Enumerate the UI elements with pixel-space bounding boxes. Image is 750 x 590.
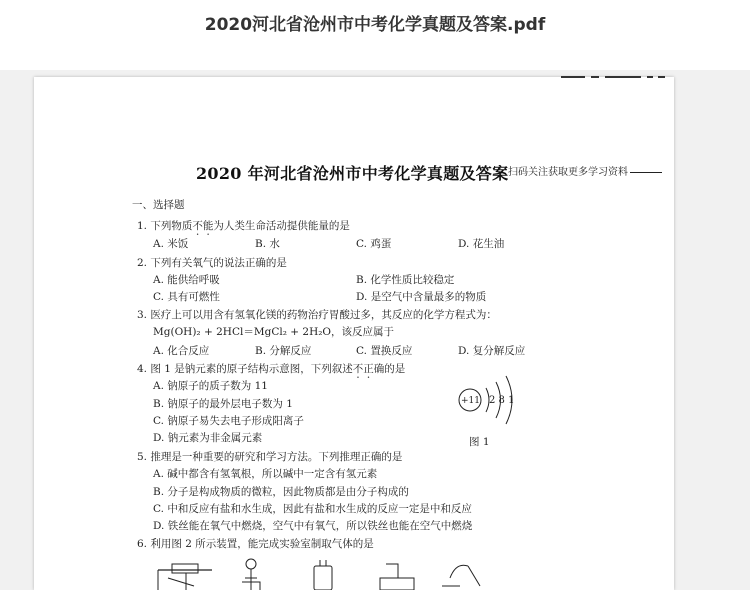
question-1-stem: 1. 下列物质不能为人类生命活动提供能量的是: [137, 220, 350, 232]
file-title: 2020河北省沧州市中考化学真题及答案.pdf: [204, 15, 546, 35]
q3-option-b: B. 分解反应: [255, 345, 312, 357]
q4-option-a: A. 钠原子的质子数为 11: [153, 380, 268, 392]
page-title: 2020 年河北省沧州市中考化学真题及答案: [196, 164, 509, 183]
q5-option-b: B. 分子是构成物质的微粒，因此物质都是由分子构成的: [153, 486, 409, 498]
question-4-stem: 4. 图 1 是钠元素的原子结构示意图，下列叙述不正确的是: [137, 363, 406, 375]
question-5-stem: 5. 推理是一种重要的研究和学习方法。下列推理正确的是: [137, 451, 403, 463]
q5-option-a: A. 碱中都含有氢氧根，所以碱中一定含有氢元素: [153, 468, 378, 480]
q2-option-b: B. 化学性质比较稳定: [356, 274, 455, 286]
question-2-stem: 2. 下列有关氧气的说法正确的是: [137, 257, 287, 269]
question-3-stem: 3. 医疗上可以用含有氢氧化镁的药物治疗胃酸过多，其反应的化学方程式为：: [137, 309, 497, 321]
q3-option-a: A. 化合反应: [153, 345, 210, 357]
q1-option-b: B. 水: [255, 238, 280, 250]
nucleus-label: +11: [461, 396, 480, 406]
q2-option-c: C. 具有可燃性: [153, 291, 220, 303]
figure-1-caption: 图 1: [469, 436, 490, 448]
q3-option-c: C. 置换反应: [356, 345, 413, 357]
q3-option-d: D. 复分解反应: [458, 345, 526, 357]
q5-option-d: D. 铁丝能在氧气中燃烧，空气中有氧气，所以铁丝也能在空气中燃烧: [153, 520, 473, 532]
q2-option-a: A. 能供给呼吸: [153, 274, 220, 286]
qr-note-text: 扫码关注获取更多学习资料: [508, 167, 628, 178]
shell-electrons: 2 8 1: [489, 395, 515, 406]
q1-option-a: A. 米饭: [153, 238, 189, 250]
q4-option-c: C. 钠原子易失去电子形成阳离子: [153, 415, 304, 427]
q4-option-d: D. 钠元素为非金属元素: [153, 432, 263, 444]
viewer-header: [0, 0, 750, 70]
lab-apparatus-figure: [150, 556, 530, 590]
qr-note: [508, 163, 662, 178]
q2-option-d: D. 是空气中含量最多的物质: [356, 291, 487, 303]
question-6-stem: 6. 利用图 2 所示装置，能完成实验室制取气体的是: [137, 538, 374, 550]
corner-decoration: [561, 72, 665, 82]
q1-option-d: D. 花生油: [458, 238, 505, 250]
q3-equation: Mg(OH)₂ + 2HCl＝MgCl₂ + 2H₂O，该反应属于: [153, 326, 395, 338]
q1-option-c: C. 鸡蛋: [356, 238, 392, 250]
q5-option-c: C. 中和反应有盐和水生成，因此有盐和水生成的反应一定是中和反应: [153, 503, 472, 515]
q4-option-b: B. 钠原子的最外层电子数为 1: [153, 398, 293, 410]
section-heading: 一、选择题: [132, 199, 185, 211]
